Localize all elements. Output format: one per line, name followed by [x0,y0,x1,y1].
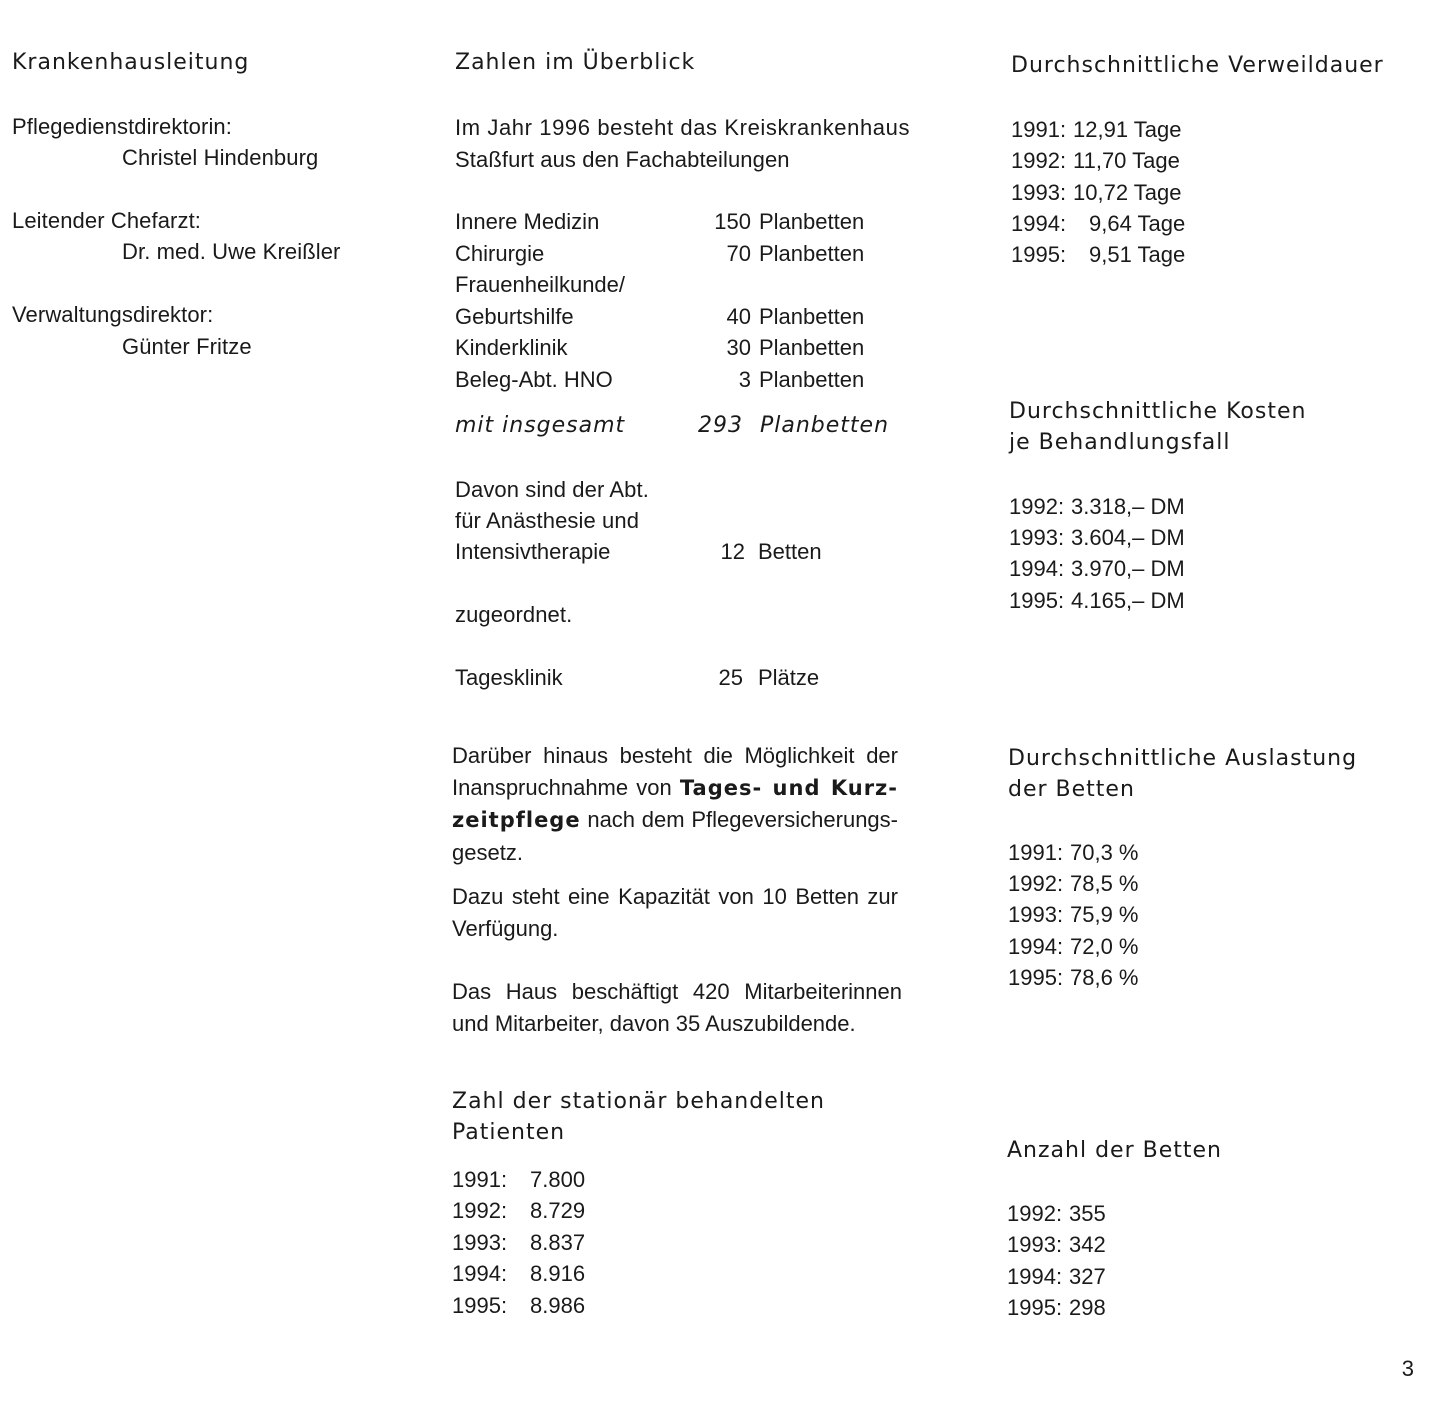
year: 1991: [452,1167,508,1192]
betten-title: Anzahl der Betten [1007,1138,1222,1163]
value: 3.604,– DM [1071,525,1185,550]
para-text: Darüber hinaus besteht die Möglichkeit der Inanspruchnahme von [452,743,898,800]
betten-row [1007,1292,1106,1324]
auslastung-row [1008,837,1139,869]
year: 1993: [1011,180,1067,205]
para-text: nach dem Pflegeversicherungs-gesetz. [452,807,898,865]
intro-line: Im Jahr 1996 besteht das Kreiskrankenhaus [455,115,911,140]
auslastung-title: Durchschnittliche Auslastung [1008,746,1358,771]
mitarbeiter-paragraph: Das Haus beschäftigt 420 Mitarbeiterinnen und Mitarbeiter, davon 35 Auszubildende. [452,979,902,1036]
auslastung-row [1008,962,1139,994]
role-label: Verwaltungsdirektor: [12,302,214,327]
verweildauer-row [1011,145,1179,177]
davon-unit: Betten [758,539,822,564]
patienten-row [452,1164,585,1196]
year: 1994: [1007,1264,1063,1289]
total-row [455,410,915,442]
intro-line: Staßfurt aus den Fachabteilungen [455,147,790,172]
value: 10,72 Tage [1073,180,1182,205]
betten-row [1007,1261,1106,1293]
year: 1995: [1007,1295,1063,1320]
verweildauer-title: Durchschnittliche Verweildauer [1011,53,1384,78]
department-row [455,301,915,333]
auslastung-title-line2: der Betten [1008,777,1135,802]
year: 1994: [1011,211,1067,236]
department-beds: 30 [726,335,751,360]
total-label: mit insgesamt [455,413,626,438]
department-beds: 3 [738,367,751,392]
auslastung-row [1008,868,1139,900]
value: 78,6 % [1070,965,1139,990]
value: 7.800 [530,1167,586,1192]
page-number: 3 [1401,1356,1414,1381]
department-name: Frauenheilkunde/ [455,272,626,297]
year: 1992: [1011,148,1067,173]
department-beds: 150 [714,209,751,234]
patienten-row [452,1258,585,1290]
davon-line: Davon sind der Abt. [455,477,649,502]
para-bold-text: Tages- und Kurz-zeitpflege [452,775,898,832]
role-label: Leitender Chefarzt: [12,208,202,233]
kosten-row [1009,491,1185,523]
year: 1994: [452,1261,508,1286]
patienten-title: Zahl der stationär behandelten [452,1089,825,1114]
year: 1991: [1011,117,1067,142]
year: 1992: [1009,494,1065,519]
verweildauer-row [1011,177,1182,209]
kosten-row [1009,522,1185,554]
tagesklinik-label: Tagesklinik [455,665,563,690]
value: 9,64 Tage [1089,211,1186,236]
davon-beds: 12 [720,539,745,564]
value: 4.165,– DM [1071,588,1185,613]
year: 1992: [1008,871,1064,896]
department-unit: Planbetten [759,367,865,392]
department-name: Innere Medizin [455,209,600,234]
department-name: Chirurgie [455,241,545,266]
total-beds: 293 [698,413,743,438]
value: 327 [1069,1264,1106,1289]
patienten-row [452,1195,585,1227]
department-unit: Planbetten [759,304,865,329]
value: 75,9 % [1070,902,1139,927]
davon-row [455,536,915,568]
year: 1995: [1011,242,1067,267]
department-unit: Planbetten [759,335,865,360]
verweildauer-row [1011,208,1195,240]
pflege-paragraph [452,740,898,868]
auslastung-row [1008,931,1139,963]
person-name: Dr. med. Uwe Kreißler [122,239,341,264]
total-unit: Planbetten [760,413,890,438]
year: 1993: [452,1230,508,1255]
department-unit: Planbetten [759,241,865,266]
department-row [455,269,915,301]
value: 342 [1069,1232,1106,1257]
kapazitaet-paragraph: Dazu steht eine Kapazität von 10 Betten zur Verfügung. [452,884,898,941]
department-unit: Planbetten [759,209,865,234]
patienten-title-line2: Patienten [452,1120,566,1145]
department-row [455,206,915,238]
year: 1994: [1009,556,1065,581]
betten-row [1007,1198,1106,1230]
value: 8.837 [530,1230,586,1255]
value: 298 [1069,1295,1106,1320]
value: 78,5 % [1070,871,1139,896]
value: 3.970,– DM [1071,556,1185,581]
kosten-row [1009,553,1185,585]
tagesklinik-row [455,662,915,694]
kosten-row [1009,585,1185,617]
year: 1995: [1009,588,1065,613]
year: 1994: [1008,934,1064,959]
year: 1991: [1008,840,1064,865]
kosten-title: Durchschnittliche Kosten [1009,399,1307,424]
tagesklinik-value: 25 [718,665,743,690]
davon-line: für Anästhesie und [455,508,640,533]
department-name: Geburtshilfe [455,304,574,329]
role-label: Pflegedienstdirektorin: [12,114,232,139]
year: 1993: [1009,525,1065,550]
department-row [455,332,915,364]
patienten-row [452,1227,585,1259]
value: 11,70 Tage [1073,148,1180,173]
value: 8.916 [530,1261,586,1286]
value: 3.318,– DM [1071,494,1185,519]
year: 1992: [1007,1201,1063,1226]
year: 1995: [452,1293,508,1318]
auslastung-row [1008,899,1139,931]
ueberblick-title: Zahlen im Überblick [455,50,696,75]
value: 12,91 Tage [1073,117,1182,142]
department-row [455,364,915,396]
betten-row [1007,1229,1106,1261]
year: 1992: [452,1198,508,1223]
department-beds: 70 [726,241,751,266]
year: 1995: [1008,965,1064,990]
value: 70,3 % [1070,840,1139,865]
zugeordnet-text: zugeordnet. [455,602,573,627]
tagesklinik-unit: Plätze [758,665,820,690]
verweildauer-row [1011,114,1182,146]
value: 8.986 [530,1293,586,1318]
year: 1993: [1008,902,1064,927]
department-name: Kinderklinik [455,335,568,360]
value: 355 [1069,1201,1106,1226]
department-beds: 40 [726,304,751,329]
value: 9,51 Tage [1089,242,1186,267]
patienten-row [452,1290,585,1322]
value: 72,0 % [1070,934,1139,959]
verweildauer-row [1011,239,1195,271]
person-name: Christel Hindenburg [122,145,319,170]
department-row [455,238,915,270]
davon-label: Intensivtherapie [455,539,611,564]
year: 1993: [1007,1232,1063,1257]
person-name: Günter Fritze [122,334,252,359]
value: 8.729 [530,1198,586,1223]
leitung-title: Krankenhausleitung [12,50,250,75]
kosten-title-line2: je Behandlungsfall [1009,430,1231,455]
department-name: Beleg-Abt. HNO [455,367,613,392]
